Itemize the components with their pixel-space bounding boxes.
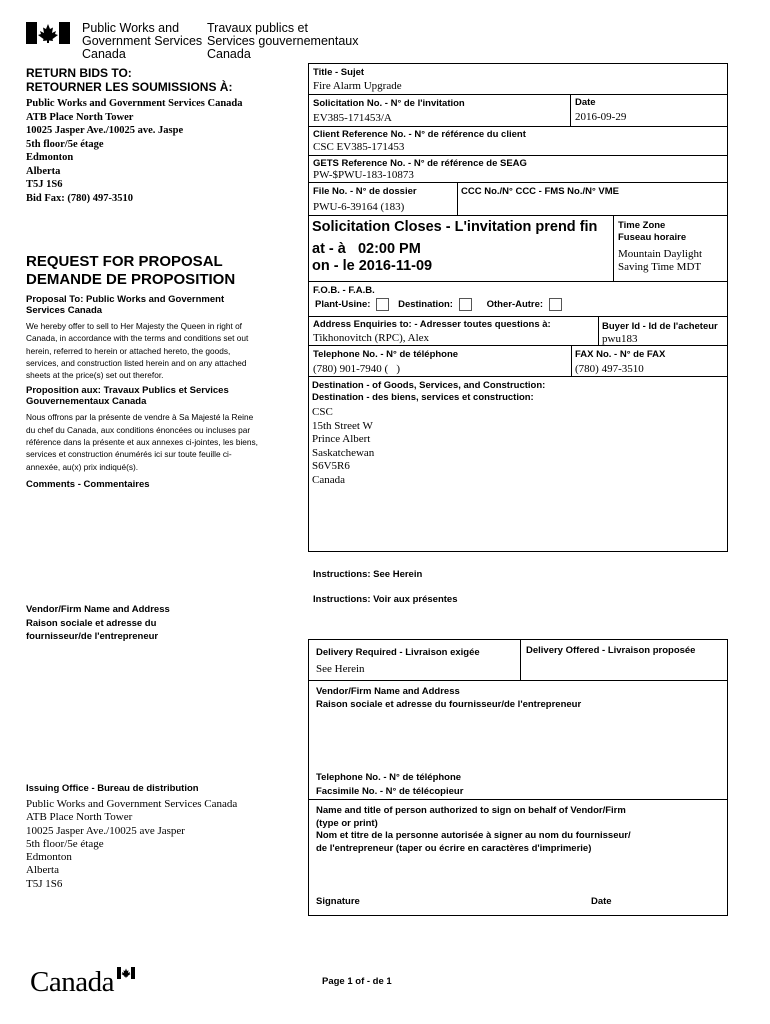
proposition-label: Proposition aux: Travaux Publics et Services Gouvernementaux Canada xyxy=(26,385,229,408)
return-address-line: Public Works and Government Services Canada xyxy=(26,98,243,109)
ccc-label: CCC No./N° CCC - FMS No./N° VME xyxy=(461,186,620,197)
wordmark-flag-icon xyxy=(117,966,135,978)
title-value: Fire Alarm Upgrade xyxy=(313,80,402,92)
return-bids-address xyxy=(26,97,306,205)
return-address-line: ATB Place North Tower xyxy=(26,111,134,123)
vendor-name-label-en: Vendor/Firm Name and Address xyxy=(316,686,460,697)
return-address-line: Alberta xyxy=(26,165,61,177)
fob-label: F.O.B. - F.A.B. xyxy=(313,285,375,296)
canada-wordmark-text: Canada xyxy=(30,966,114,998)
date-label: Date xyxy=(575,97,596,108)
instructions-fr: Instructions: Voir aux présentes xyxy=(313,594,458,605)
vendor-fax-label: Facsimile No. - N° de télécopieur xyxy=(316,786,464,797)
solicitation-label: Solicitation No. - N° de l'invitation xyxy=(313,98,465,109)
at-label: at - à xyxy=(312,241,346,257)
auth-line2: (type or print) xyxy=(316,817,378,829)
tz-value xyxy=(618,248,702,274)
delivery-required-value: See Herein xyxy=(316,663,365,675)
destination-label: Destination: xyxy=(398,299,453,311)
fax-label: FAX No. - N° de FAX xyxy=(575,349,666,360)
vendor-left-label xyxy=(26,603,226,644)
instructions-en: Instructions: See Herein xyxy=(313,569,423,580)
authorized-person-label xyxy=(316,805,631,856)
issuing-address-line: Edmonton xyxy=(26,851,72,864)
dept-fr-line3: Canada xyxy=(207,47,251,61)
vendor-left-label-fr2: fournisseur/de l'entrepreneur xyxy=(26,631,159,642)
phone-label: Telephone No. - N° de téléphone xyxy=(313,349,459,360)
destination-checkbox[interactable] xyxy=(459,298,472,311)
issuing-office-label: Issuing Office - Bureau de distribution xyxy=(26,783,199,794)
dest-line: Canada xyxy=(312,473,345,486)
return-bids-title-en: RETURN BIDS TO: xyxy=(26,66,132,80)
dept-name-fr xyxy=(207,22,358,61)
plant-label: Plant-Usine: xyxy=(315,299,371,311)
signature-label: Signature xyxy=(316,896,360,907)
auth-line1: Name and title of person authorized to sign on behalf of Vendor/Firm xyxy=(316,805,626,816)
dept-name-en xyxy=(82,22,202,61)
issuing-address-line: ATB Place North Tower xyxy=(26,811,133,824)
return-address-line: T5J 1S6 xyxy=(26,179,63,190)
dept-en-line1: Public Works and xyxy=(82,21,180,35)
dept-fr-line1: Travaux publics et xyxy=(207,21,308,35)
flag-logo xyxy=(26,22,70,44)
buyer-label: Buyer Id - Id de l'acheteur xyxy=(602,321,718,332)
dest-line: S6V5R6 xyxy=(312,460,350,472)
comments-label: Comments - Commentaires xyxy=(26,478,150,490)
return-address-line: 5th floor/5e étage xyxy=(26,138,104,150)
dest-line: 15th Street W xyxy=(312,419,373,432)
issuing-office-address xyxy=(26,798,306,891)
date-value: 2016-09-29 xyxy=(575,111,627,123)
tz-label-en: Time Zone xyxy=(618,220,666,231)
auth-line4: de l'entrepreneur (taper ou écrire en caractères d'imprimerie) xyxy=(316,843,592,855)
vendor-phone-label: Telephone No. - N° de téléphone xyxy=(316,772,462,783)
rfp-title-fr: DEMANDE DE PROPOSITION xyxy=(26,271,236,288)
canada-wordmark xyxy=(30,966,114,998)
fax-value: (780) 497-3510 xyxy=(575,363,644,375)
client-ref-value: CSC EV385-171453 xyxy=(313,141,405,153)
vendor-left-label-en: Vendor/Firm Name and Address xyxy=(26,604,170,615)
dest-address xyxy=(312,406,374,487)
issuing-address-line: Alberta xyxy=(26,864,59,877)
other-label: Other-Autre: xyxy=(486,299,544,311)
return-bids-block xyxy=(26,66,306,205)
file-label: File No. - N° de dossier xyxy=(313,186,417,197)
solicitation-value: EV385-171453/A xyxy=(313,112,392,124)
closes-date xyxy=(312,258,432,275)
rfp-title-en: REQUEST FOR PROPOSAL xyxy=(26,253,223,270)
issuing-address-line: Public Works and Government Services Canada xyxy=(26,798,238,810)
delivery-offered-field[interactable] xyxy=(523,658,723,676)
client-ref-label: Client Reference No. - N° de référence du client xyxy=(313,129,526,140)
dept-en-line3: Canada xyxy=(82,47,126,61)
on-date: 2016-11-09 xyxy=(358,258,433,274)
proposal-to-label: Proposal To: Public Works and Government Services Canada xyxy=(26,294,225,316)
return-address-line: Edmonton xyxy=(26,152,74,163)
closes-title: Solicitation Closes - L'invitation prend fin xyxy=(312,219,598,235)
address-enq-value: Tikhonovitch (RPC), Alex xyxy=(313,332,430,344)
issuing-address-line: 10025 Jasper Ave./10025 ave Jasper xyxy=(26,824,185,837)
proposition-text: Nous offrons par la présente de vendre à Sa Majesté la Reine du chef du Canada, aux conditions énoncées ou incluses par référence dans la présente et aux annexes ci-jointes, les biens, services et construction énumérés ici sur toute feuille ci-annexée, au(x) prix indiqué(s). xyxy=(26,412,258,472)
issuing-address-line: 5th floor/5e étage xyxy=(26,837,104,850)
on-label: on - le xyxy=(312,258,355,274)
buyer-value: pwu183 xyxy=(602,333,638,345)
tz-value-line2: Saving Time MDT xyxy=(618,261,702,273)
dest-line: Saskatchewan xyxy=(312,446,375,459)
delivery-offered-label: Delivery Offered - Livraison proposée xyxy=(526,645,696,656)
vendor-name-field[interactable] xyxy=(312,713,722,768)
proposal-to-text: We hereby offer to sell to Her Majesty the Queen in right of Canada, in accordance with the terms and conditions set out herein, referred to herein or attached hereto, the goods, services, and construction listed herein and on any attached sheets at the price(s) set out therefor. xyxy=(26,321,249,381)
vendor-name-label-fr: Raison sociale et adresse du fournisseur/de l'entrepreneur xyxy=(316,699,582,710)
tz-value-line1: Mountain Daylight xyxy=(618,248,703,260)
at-time: 02:00 PM xyxy=(357,241,421,257)
dept-en-line2: Government Services xyxy=(82,34,203,48)
return-bids-title-fr: RETOURNER LES SOUMISSIONS À: xyxy=(26,80,233,94)
issuing-address-line: T5J 1S6 xyxy=(26,877,63,890)
delivery-required-label: Delivery Required - Livraison exigée xyxy=(316,647,480,658)
other-checkbox[interactable] xyxy=(549,298,562,311)
file-value: PWU-6-39164 (183) xyxy=(313,201,405,213)
signature-date-label: Date xyxy=(591,896,612,907)
vendor-left-label-fr1: Raison sociale et adresse du xyxy=(26,617,157,629)
dept-fr-line2: Services gouvernementaux xyxy=(207,34,359,48)
issuing-office xyxy=(26,783,306,891)
dest-label-fr: Destination - des biens, services et construction: xyxy=(312,392,534,403)
bid-fax: Bid Fax: (780) 497-3510 xyxy=(26,192,134,204)
gets-value: PW-$PWU-183-10873 xyxy=(313,169,414,181)
authorized-person-field[interactable] xyxy=(312,862,722,892)
closes-time xyxy=(312,241,421,258)
proposal-to-block xyxy=(26,294,258,490)
dest-line: Prince Albert xyxy=(312,433,371,445)
page-number: Page 1 of - de 1 xyxy=(322,976,392,987)
address-enq-label: Address Enquiries to: - Adresser toutes questions à: xyxy=(313,319,551,330)
dest-label-en: Destination - of Goods, Services, and Construction: xyxy=(312,380,546,391)
dest-line: CSC xyxy=(312,406,333,418)
mini-flag-icon xyxy=(117,967,135,979)
phone-value: (780) 901-7940 ( ) xyxy=(313,363,401,375)
gets-label: GETS Reference No. - N° de référence de SEAG xyxy=(313,158,527,169)
return-address-line: 10025 Jasper Ave./10025 ave. Jaspe xyxy=(26,125,184,136)
plant-checkbox[interactable] xyxy=(376,298,389,311)
fob-options xyxy=(315,298,562,311)
canada-flag-icon xyxy=(26,22,70,44)
title-label: Title - Sujet xyxy=(313,67,365,78)
tz-label-fr: Fuseau horaire xyxy=(618,232,687,243)
auth-line3: Nom et titre de la personne autorisée à signer au nom du fournisseur/ xyxy=(316,830,631,842)
rfp-title xyxy=(26,253,306,289)
